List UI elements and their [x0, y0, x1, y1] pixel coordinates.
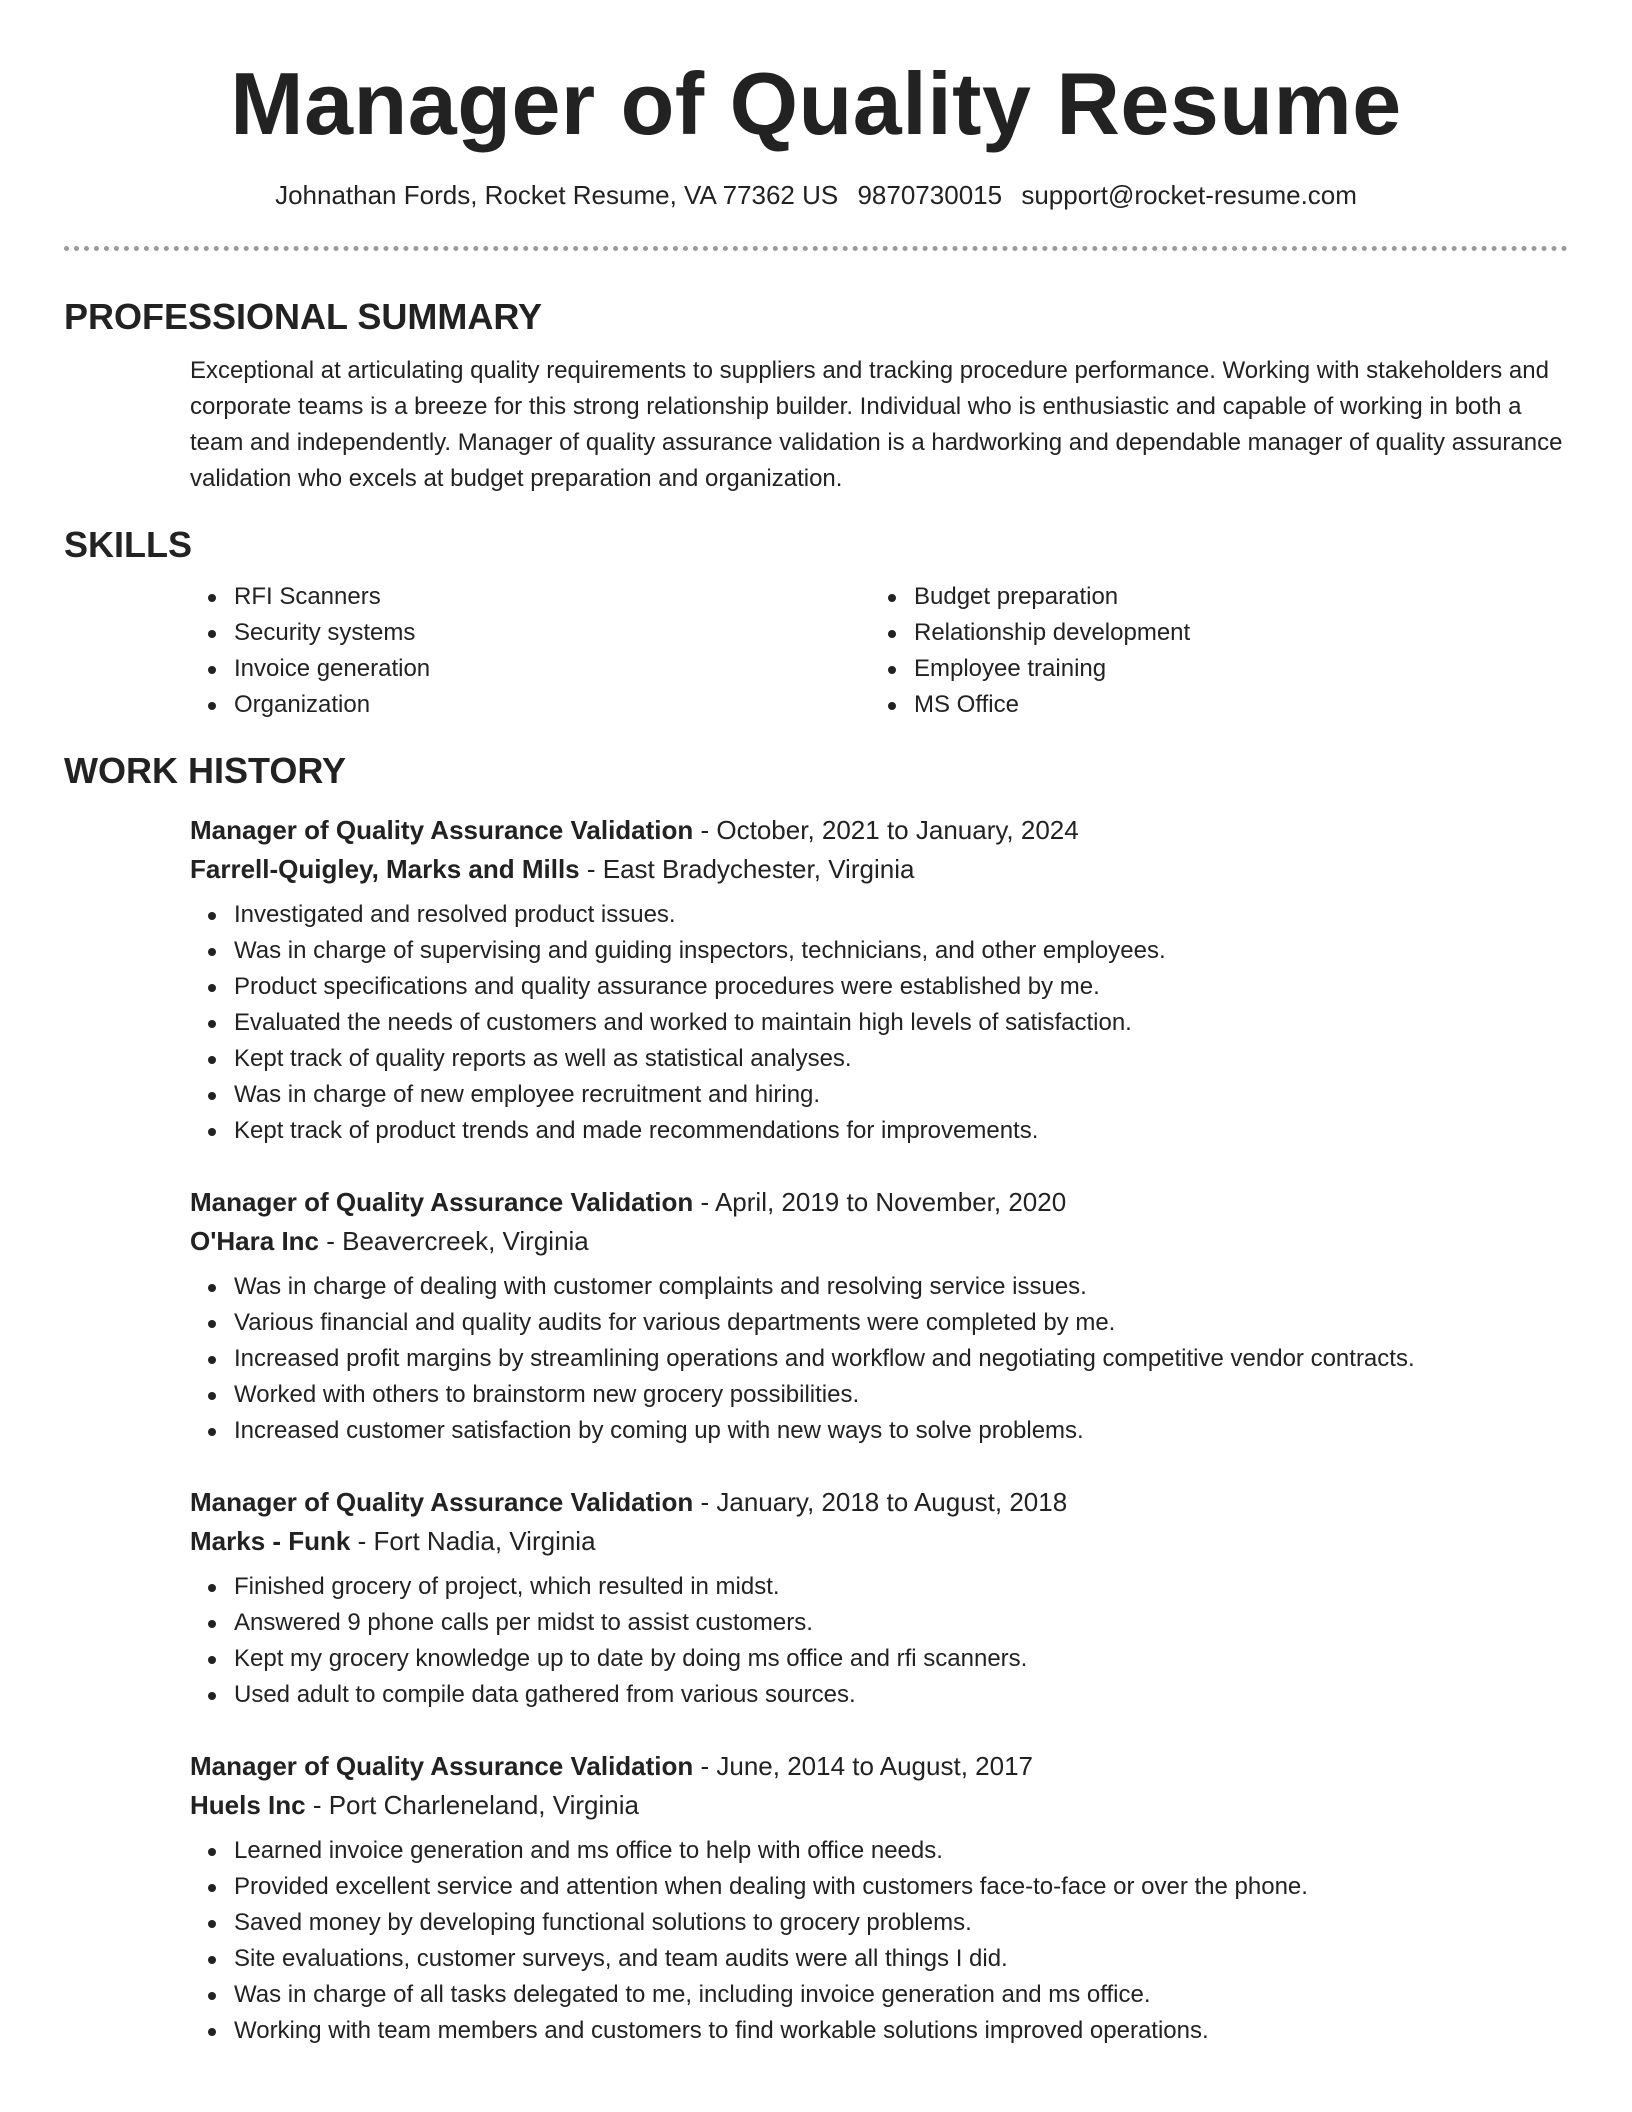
- skills-list-right: [870, 579, 1550, 723]
- job-bullet: Various financial and quality audits for various departments were completed by me.: [190, 1305, 1568, 1341]
- job-title-line: [190, 1483, 1568, 1522]
- summary-section: [64, 295, 1568, 497]
- job-location: - Fort Nadia, Virginia: [350, 1526, 596, 1556]
- job-company: O'Hara Inc: [190, 1226, 320, 1256]
- skill-item: MS Office: [870, 687, 1550, 723]
- job-bullet: Worked with others to brainstorm new grocery possibilities.: [190, 1377, 1568, 1413]
- work-section: [64, 749, 1568, 2049]
- job-location: - Port Charleneland, Virginia: [305, 1790, 639, 1820]
- job-bullets: [64, 1269, 1568, 1449]
- job-company: Huels Inc: [190, 1790, 306, 1820]
- resume-title: Manager of Quality Resume: [230, 54, 1402, 153]
- contact-line: [64, 178, 1568, 212]
- skills-columns: [190, 579, 1568, 723]
- skill-item: Invoice generation: [190, 651, 870, 687]
- job-dates: - January, 2018 to August, 2018: [693, 1487, 1068, 1517]
- job-bullet: Increased customer satisfaction by coming up with new ways to solve problems.: [190, 1413, 1568, 1449]
- job-bullet: Product specifications and quality assurance procedures were established by me.: [190, 969, 1568, 1005]
- job-bullet: Evaluated the needs of customers and worked to maintain high levels of satisfaction.: [190, 1005, 1568, 1041]
- skill-item: Organization: [190, 687, 870, 723]
- work-heading: WORK HISTORY: [64, 750, 347, 791]
- job-company-line: [190, 1522, 1568, 1561]
- job-entry: [190, 811, 1568, 1149]
- job-title: Manager of Quality Assurance Validation: [190, 1487, 694, 1517]
- job-title: Manager of Quality Assurance Validation: [190, 1187, 694, 1217]
- job-title-line: [190, 811, 1568, 850]
- skill-item: Employee training: [870, 651, 1550, 687]
- header-divider: [64, 246, 1568, 251]
- job-bullets: [64, 897, 1568, 1149]
- job-bullet: Provided excellent service and attention when dealing with customers face-to-face or over the phone.: [190, 1869, 1568, 1905]
- job-title-line: [190, 1747, 1568, 1786]
- skill-item: Budget preparation: [870, 579, 1550, 615]
- job-bullet: Learned invoice generation and ms office to help with office needs.: [190, 1833, 1568, 1869]
- job-bullet: Answered 9 phone calls per midst to assist customers.: [190, 1605, 1568, 1641]
- job-bullet: Kept track of quality reports as well as statistical analyses.: [190, 1041, 1568, 1077]
- job-title: Manager of Quality Assurance Validation: [190, 1751, 694, 1781]
- skill-item: Security systems: [190, 615, 870, 651]
- skills-section: [64, 523, 1568, 723]
- skills-list-left: [190, 579, 870, 723]
- job-company: Farrell-Quigley, Marks and Mills: [190, 854, 580, 884]
- job-dates: - April, 2019 to November, 2020: [693, 1187, 1067, 1217]
- job-company: Marks - Funk: [190, 1526, 351, 1556]
- job-entry: [190, 1183, 1568, 1449]
- job-bullet: Site evaluations, customer surveys, and team audits were all things I did.: [190, 1941, 1568, 1977]
- job-bullet: Was in charge of new employee recruitment and hiring.: [190, 1077, 1568, 1113]
- contact-address: Johnathan Fords, Rocket Resume, VA 77362 US: [275, 180, 839, 210]
- job-title-line: [190, 1183, 1568, 1222]
- job-dates: - June, 2014 to August, 2017: [693, 1751, 1033, 1781]
- job-bullet: Investigated and resolved product issues.: [190, 897, 1568, 933]
- summary-heading: PROFESSIONAL SUMMARY: [64, 296, 543, 337]
- job-bullet: Kept my grocery knowledge up to date by doing ms office and rfi scanners.: [190, 1641, 1568, 1677]
- job-dates: - October, 2021 to January, 2024: [693, 815, 1079, 845]
- job-bullet: Was in charge of all tasks delegated to me, including invoice generation and ms office.: [190, 1977, 1568, 2013]
- job-bullet: Was in charge of supervising and guiding inspectors, technicians, and other employees.: [190, 933, 1568, 969]
- job-bullet: Was in charge of dealing with customer complaints and resolving service issues.: [190, 1269, 1568, 1305]
- job-bullet: Increased profit margins by streamlining operations and workflow and negotiating competitive vendor contracts.: [190, 1341, 1568, 1377]
- job-bullet: Working with team members and customers to find workable solutions improved operations.: [190, 2013, 1568, 2049]
- job-entry: [190, 1747, 1568, 2049]
- contact-email: support@rocket-resume.com: [1021, 180, 1357, 210]
- job-bullets: [64, 1569, 1568, 1713]
- job-entry: [190, 1483, 1568, 1713]
- skill-item: RFI Scanners: [190, 579, 870, 615]
- job-location: - Beavercreek, Virginia: [319, 1226, 589, 1256]
- job-location: - East Bradychester, Virginia: [579, 854, 915, 884]
- job-bullets: [64, 1833, 1568, 2049]
- job-bullet: Saved money by developing functional solutions to grocery problems.: [190, 1905, 1568, 1941]
- skills-heading: SKILLS: [64, 524, 193, 565]
- resume-page: [64, 0, 1568, 2049]
- contact-phone: 9870730015: [857, 180, 1003, 210]
- job-bullet: Used adult to compile data gathered from various sources.: [190, 1677, 1568, 1713]
- job-company-line: [190, 1222, 1568, 1261]
- job-title: Manager of Quality Assurance Validation: [190, 815, 694, 845]
- job-company-line: [190, 850, 1568, 889]
- job-bullet: Finished grocery of project, which resulted in midst.: [190, 1569, 1568, 1605]
- job-bullet: Kept track of product trends and made recommendations for improvements.: [190, 1113, 1568, 1149]
- job-company-line: [190, 1786, 1568, 1825]
- summary-text: Exceptional at articulating quality requirements to suppliers and tracking procedure performance. Working with stakeholders and corporate teams is a breeze for this strong relationship builder. Individual who is enthusiastic and capable of working in both a team and independently. Manager of quality assurance validation is a hardworking and dependable manager of quality assurance validation who excels at budget preparation and organization.: [190, 357, 1563, 492]
- skill-item: Relationship development: [870, 615, 1550, 651]
